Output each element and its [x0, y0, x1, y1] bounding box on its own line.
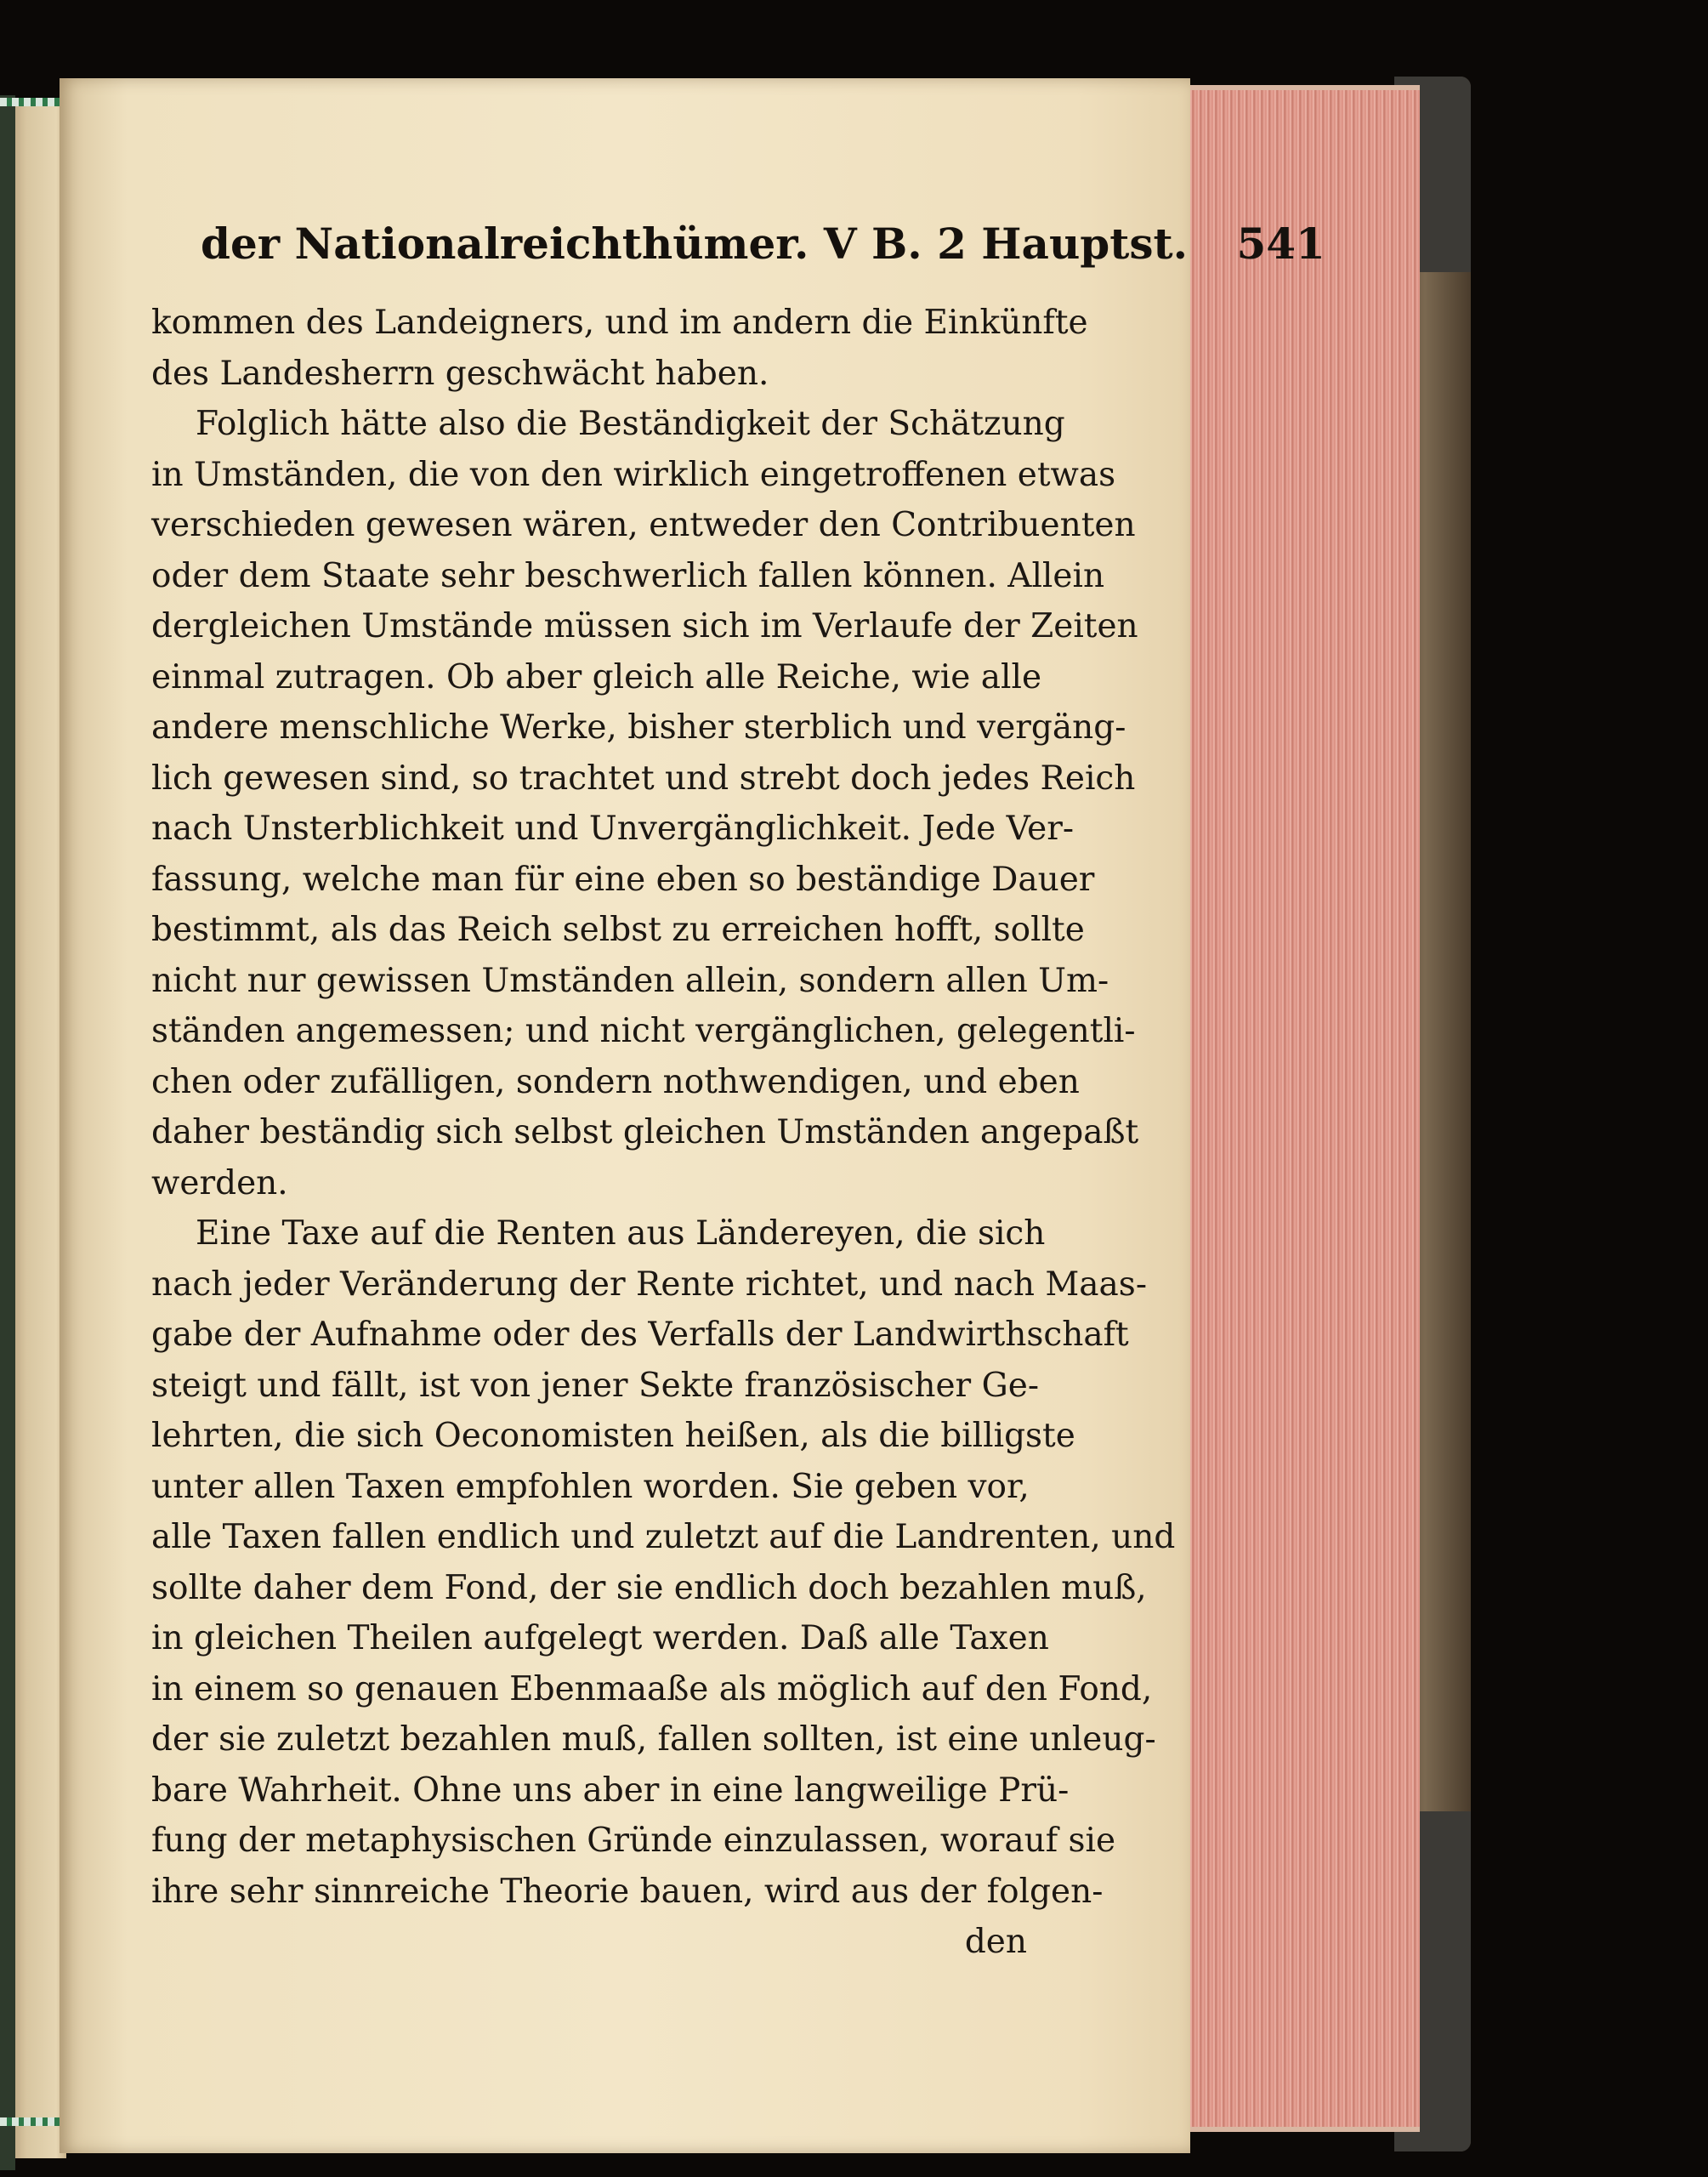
paragraph: [151, 399, 1139, 1208]
text-line: in gleichen Theilen aufgelegt werden. Daß alle Taxen: [151, 1619, 1049, 1657]
text-line: einmal zutragen. Ob aber gleich alle Reiche, wie alle: [151, 657, 1042, 696]
text-line: daher beständig sich selbst gleichen Umständen angepaßt: [151, 1113, 1139, 1151]
text-line: fung der metaphysischen Gründe einzulassen, worauf sie: [151, 1822, 1116, 1860]
text-line: oder dem Staate sehr beschwerlich fallen können. Allein: [151, 556, 1105, 595]
text-line: bare Wahrheit. Ohne uns aber in eine langweilige Prü-: [151, 1771, 1070, 1810]
text-line: Eine Taxe auf die Renten aus Ländereyen, die sich: [196, 1214, 1046, 1253]
running-header: [201, 214, 1325, 274]
red-page-edges: [1177, 85, 1420, 2132]
text-line: bestimmt, als das Reich selbst zu erreichen hofft, sollte: [151, 911, 1085, 949]
text-line: Folglich hätte also die Beständigkeit der Schätzung: [196, 405, 1065, 443]
text-line: lich gewesen sind, so trachtet und strebt doch jedes Reich: [151, 759, 1136, 798]
text-line: unter allen Taxen empfohlen worden. Sie geben vor,: [151, 1467, 1030, 1506]
text-line: nach Unsterblichkeit und Unvergänglichkeit. Jede Ver-: [151, 810, 1075, 848]
text-line: werden.: [151, 1163, 288, 1202]
text-line: in Umständen, die von den wirklich eingetroffenen etwas: [151, 455, 1116, 494]
catchword: den: [964, 1923, 1027, 1961]
text-line: der sie zuletzt bezahlen muß, fallen sollten, ist eine unleug-: [151, 1720, 1156, 1759]
text-line: kommen des Landeigners, und im andern die Einkünfte: [151, 304, 1088, 342]
text-line: fassung, welche man für eine eben so beständige Dauer: [151, 860, 1095, 899]
text-line: ständen angemessen; und nicht vergänglichen, gelegentli-: [151, 1012, 1136, 1050]
text-line: des Landesherrn geschwächt haben.: [151, 354, 769, 393]
text-line: sollte daher dem Fond, der sie endlich doch bezahlen muß,: [151, 1568, 1147, 1607]
left-cover-board: [0, 95, 15, 2170]
text-line: chen oder zufälligen, sondern nothwendigen, und eben: [151, 1062, 1080, 1101]
page-number: 541: [1236, 219, 1325, 269]
binding-thread-top: [0, 98, 68, 106]
paragraph: [151, 298, 1088, 399]
text-line: gabe der Aufnahme oder des Verfalls der Landwirthschaft: [151, 1316, 1129, 1354]
text-line: lehrten, die sich Oeconomisten heißen, als die billigste: [151, 1417, 1075, 1455]
paragraph: [151, 1208, 1176, 1917]
text-line: ihre sehr sinnreiche Theorie bauen, wird aus der folgen-: [151, 1872, 1104, 1911]
text-line: in einem so genauen Ebenmaaße als möglich auf den Fond,: [151, 1669, 1153, 1708]
text-line: alle Taxen fallen endlich und zuletzt auf die Landrenten, und: [151, 1518, 1176, 1556]
text-line: nicht nur gewissen Umständen allein, sondern allen Um-: [151, 961, 1109, 1000]
text-line: andere menschliche Werke, bisher sterblich und vergäng-: [151, 708, 1126, 747]
text-line: steigt und fällt, ist von jener Sekte französischer Ge-: [151, 1366, 1040, 1405]
page-body: [151, 298, 1176, 1968]
text-line: dergleichen Umstände müssen sich im Verlaufe der Zeiten: [151, 607, 1138, 645]
text-line: nach jeder Veränderung der Rente richtet, und nach Maas-: [151, 1265, 1147, 1304]
binding-thread-bottom: [0, 2117, 68, 2126]
running-title: der Nationalreichthümer. V B. 2 Hauptst.: [201, 219, 1189, 269]
text-line: verschieden gewesen wären, entweder den Contribuenten: [151, 506, 1136, 544]
